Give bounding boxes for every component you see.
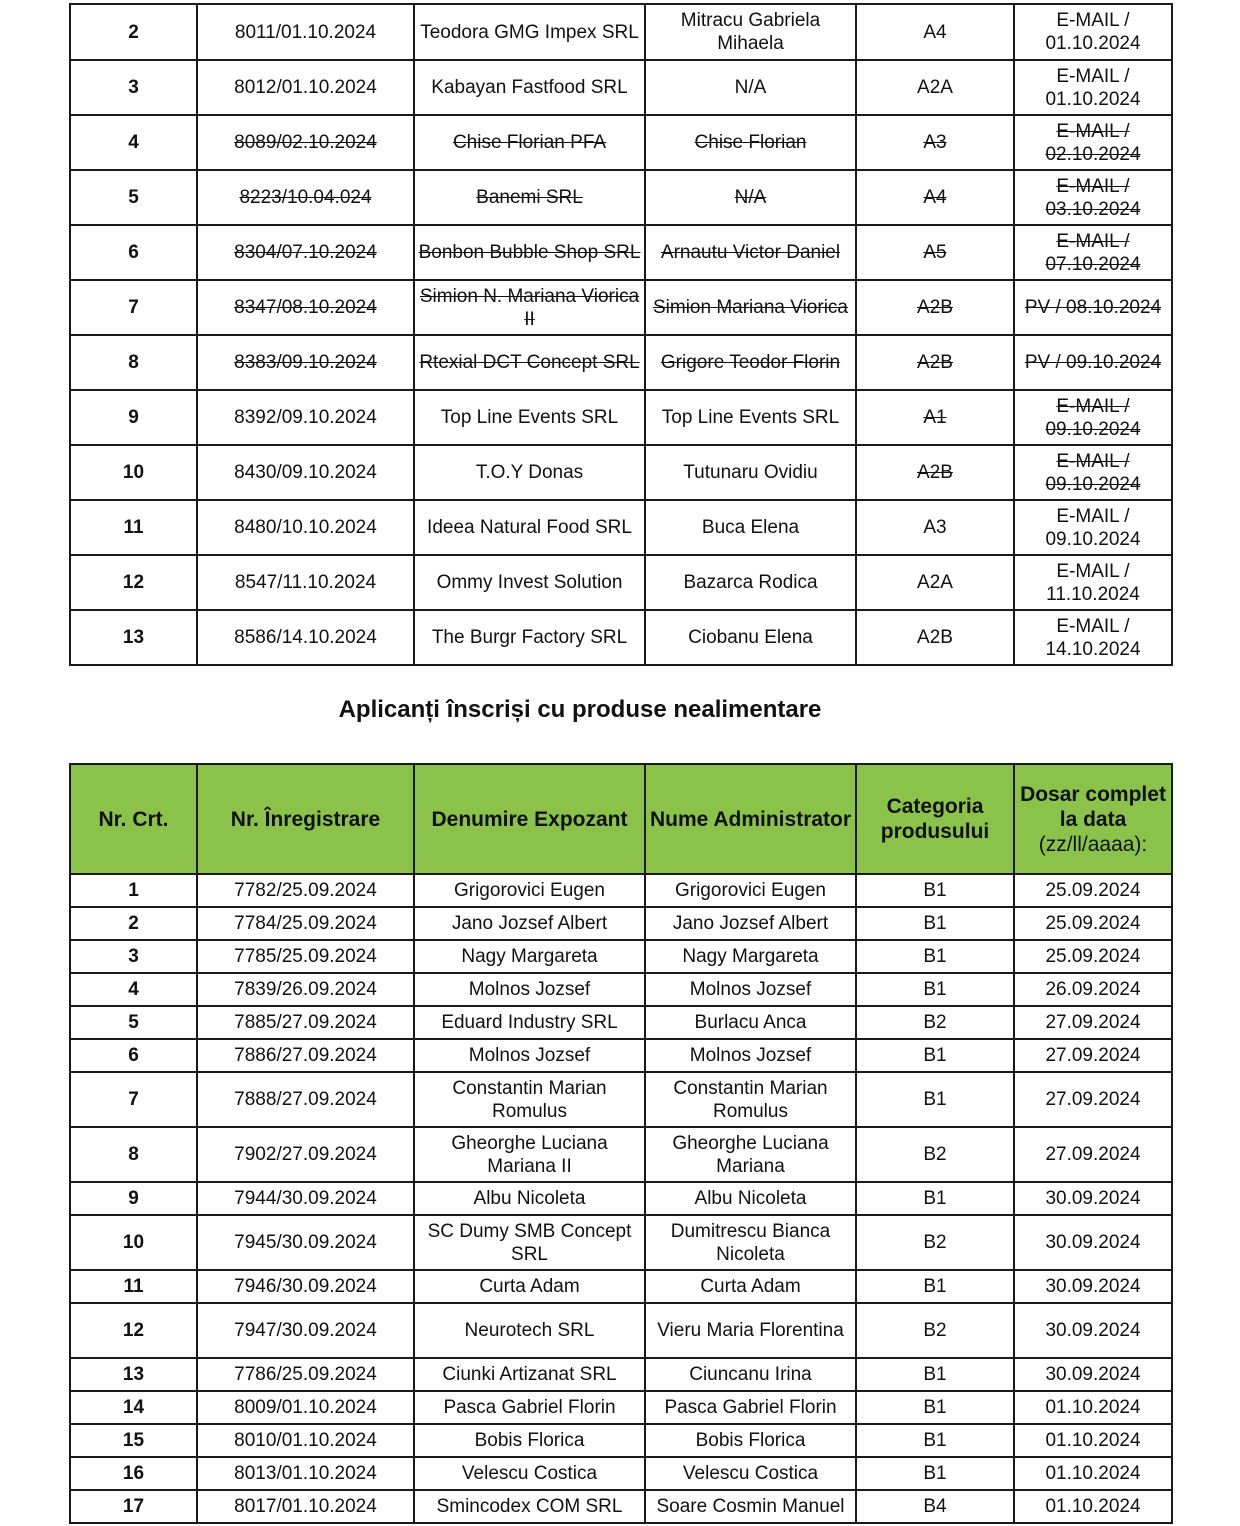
- table-row: [70, 500, 1172, 555]
- cell-nr-inregistrare: 7785/25.09.2024: [197, 940, 414, 973]
- cell-nume-administrator: Ciuncanu Irina: [645, 1358, 856, 1391]
- cell-nume-administrator: Bazarca Rodica: [645, 555, 856, 610]
- cell-nr-inregistrare: 8586/14.10.2024: [197, 610, 414, 665]
- table-row: [70, 225, 1172, 280]
- cell-nr-crt: 8: [70, 335, 197, 390]
- cell-nr-inregistrare: 7944/30.09.2024: [197, 1182, 414, 1215]
- cell-dosar-complet: 30.09.2024: [1014, 1215, 1172, 1270]
- cell-dosar-complet: E-MAIL / 07.10.2024: [1014, 225, 1172, 280]
- header-dosar-complet: [1014, 764, 1172, 874]
- cell-denumire-expozant: Albu Nicoleta: [414, 1182, 645, 1215]
- cell-denumire-expozant: Bobis Florica: [414, 1424, 645, 1457]
- cell-denumire-expozant: Smincodex COM SRL: [414, 1490, 645, 1523]
- cell-nr-inregistrare: 7945/30.09.2024: [197, 1215, 414, 1270]
- table-row: [70, 1072, 1172, 1127]
- cell-categoria: A2B: [856, 610, 1014, 665]
- cell-denumire-expozant: Eduard Industry SRL: [414, 1006, 645, 1039]
- cell-dosar-complet: 27.09.2024: [1014, 1072, 1172, 1127]
- cell-categoria: B2: [856, 1006, 1014, 1039]
- cell-nr-crt: 7: [70, 1072, 197, 1127]
- table-row: [70, 610, 1172, 665]
- cell-dosar-complet: E-MAIL / 03.10.2024: [1014, 170, 1172, 225]
- cell-denumire-expozant: Ciunki Artizanat SRL: [414, 1358, 645, 1391]
- cell-nr-crt: 5: [70, 1006, 197, 1039]
- cell-categoria: A2A: [856, 60, 1014, 115]
- cell-nr-crt: 16: [70, 1457, 197, 1490]
- cell-nume-administrator: Vieru Maria Florentina: [645, 1303, 856, 1358]
- cell-categoria: A4: [856, 4, 1014, 60]
- cell-nr-crt: 17: [70, 1490, 197, 1523]
- table-row: [70, 1039, 1172, 1072]
- cell-nume-administrator: Soare Cosmin Manuel: [645, 1490, 856, 1523]
- cell-dosar-complet: 30.09.2024: [1014, 1270, 1172, 1303]
- cell-nume-administrator: Pasca Gabriel Florin: [645, 1391, 856, 1424]
- header-nume-administrator: Nume Administrator: [645, 764, 856, 874]
- cell-dosar-complet: 25.09.2024: [1014, 907, 1172, 940]
- cell-nr-inregistrare: 7782/25.09.2024: [197, 874, 414, 907]
- cell-nr-inregistrare: 7947/30.09.2024: [197, 1303, 414, 1358]
- cell-dosar-complet: E-MAIL / 01.10.2024: [1014, 60, 1172, 115]
- header-nr-crt: Nr. Crt.: [70, 764, 197, 874]
- cell-nr-inregistrare: 7885/27.09.2024: [197, 1006, 414, 1039]
- cell-nr-inregistrare: 8304/07.10.2024: [197, 225, 414, 280]
- table-row: [70, 1358, 1172, 1391]
- cell-nr-crt: 2: [70, 907, 197, 940]
- cell-categoria: B1: [856, 1072, 1014, 1127]
- cell-nr-crt: 12: [70, 555, 197, 610]
- table-row: [70, 973, 1172, 1006]
- cell-categoria: B1: [856, 1182, 1014, 1215]
- cell-nr-inregistrare: 7784/25.09.2024: [197, 907, 414, 940]
- cell-dosar-complet: E-MAIL / 02.10.2024: [1014, 115, 1172, 170]
- cell-categoria: B1: [856, 1424, 1014, 1457]
- cell-categoria: B1: [856, 1358, 1014, 1391]
- cell-nume-administrator: Top Line Events SRL: [645, 390, 856, 445]
- cell-categoria: A2B: [856, 335, 1014, 390]
- cell-nume-administrator: Constantin Marian Romulus: [645, 1072, 856, 1127]
- cell-dosar-complet: E-MAIL / 09.10.2024: [1014, 390, 1172, 445]
- header-nr-inregistrare: Nr. Înregistrare: [197, 764, 414, 874]
- cell-nume-administrator: Molnos Jozsef: [645, 1039, 856, 1072]
- cell-nume-administrator: Chise Florian: [645, 115, 856, 170]
- cell-nr-inregistrare: 8392/09.10.2024: [197, 390, 414, 445]
- table-row: [70, 555, 1172, 610]
- cell-nr-inregistrare: 8013/01.10.2024: [197, 1457, 414, 1490]
- cell-nume-administrator: Velescu Costica: [645, 1457, 856, 1490]
- cell-denumire-expozant: Curta Adam: [414, 1270, 645, 1303]
- cell-nr-crt: 12: [70, 1303, 197, 1358]
- cell-categoria: B1: [856, 940, 1014, 973]
- cell-dosar-complet: E-MAIL / 14.10.2024: [1014, 610, 1172, 665]
- table-row: [70, 1303, 1172, 1358]
- cell-categoria: B1: [856, 874, 1014, 907]
- cell-dosar-complet: 26.09.2024: [1014, 973, 1172, 1006]
- cell-denumire-expozant: Pasca Gabriel Florin: [414, 1391, 645, 1424]
- cell-dosar-complet: E-MAIL / 01.10.2024: [1014, 4, 1172, 60]
- cell-categoria: A5: [856, 225, 1014, 280]
- cell-nume-administrator: N/A: [645, 60, 856, 115]
- cell-nr-inregistrare: 7888/27.09.2024: [197, 1072, 414, 1127]
- cell-nr-inregistrare: 8009/01.10.2024: [197, 1391, 414, 1424]
- cell-denumire-expozant: Neurotech SRL: [414, 1303, 645, 1358]
- cell-nr-crt: 8: [70, 1127, 197, 1182]
- cell-denumire-expozant: Molnos Jozsef: [414, 973, 645, 1006]
- non-food-applicants-table: [69, 763, 1173, 1524]
- cell-dosar-complet: E-MAIL / 11.10.2024: [1014, 555, 1172, 610]
- cell-categoria: B1: [856, 907, 1014, 940]
- cell-dosar-complet: 25.09.2024: [1014, 940, 1172, 973]
- cell-nume-administrator: Gheorghe Luciana Mariana: [645, 1127, 856, 1182]
- cell-categoria: B4: [856, 1490, 1014, 1523]
- cell-dosar-complet: 01.10.2024: [1014, 1424, 1172, 1457]
- cell-nume-administrator: Bobis Florica: [645, 1424, 856, 1457]
- cell-categoria: A3: [856, 500, 1014, 555]
- table-row: [70, 335, 1172, 390]
- cell-denumire-expozant: Chise Florian PFA: [414, 115, 645, 170]
- cell-denumire-expozant: Velescu Costica: [414, 1457, 645, 1490]
- cell-nr-crt: 13: [70, 610, 197, 665]
- cell-categoria: B2: [856, 1215, 1014, 1270]
- cell-dosar-complet: 27.09.2024: [1014, 1039, 1172, 1072]
- food-applicants-table-continued: [69, 3, 1173, 666]
- cell-nume-administrator: Ciobanu Elena: [645, 610, 856, 665]
- cell-nr-crt: 6: [70, 1039, 197, 1072]
- table-row: [70, 170, 1172, 225]
- table-row: [70, 1215, 1172, 1270]
- cell-denumire-expozant: Banemi SRL: [414, 170, 645, 225]
- cell-denumire-expozant: The Burgr Factory SRL: [414, 610, 645, 665]
- cell-nr-inregistrare: 8430/09.10.2024: [197, 445, 414, 500]
- cell-nr-inregistrare: 8347/08.10.2024: [197, 280, 414, 335]
- cell-nr-crt: 1: [70, 874, 197, 907]
- cell-categoria: B1: [856, 1391, 1014, 1424]
- cell-nr-inregistrare: 7902/27.09.2024: [197, 1127, 414, 1182]
- cell-categoria: B2: [856, 1127, 1014, 1182]
- table-row: [70, 874, 1172, 907]
- cell-categoria: B2: [856, 1303, 1014, 1358]
- cell-nr-inregistrare: 8383/09.10.2024: [197, 335, 414, 390]
- cell-categoria: A2B: [856, 445, 1014, 500]
- cell-nume-administrator: Curta Adam: [645, 1270, 856, 1303]
- cell-nume-administrator: N/A: [645, 170, 856, 225]
- cell-nr-crt: 11: [70, 500, 197, 555]
- cell-nr-crt: 9: [70, 1182, 197, 1215]
- cell-categoria: B1: [856, 1270, 1014, 1303]
- cell-dosar-complet: E-MAIL / 09.10.2024: [1014, 500, 1172, 555]
- cell-nr-inregistrare: 8012/01.10.2024: [197, 60, 414, 115]
- cell-nr-inregistrare: 8011/01.10.2024: [197, 4, 414, 60]
- cell-denumire-expozant: Grigorovici Eugen: [414, 874, 645, 907]
- cell-nr-crt: 4: [70, 973, 197, 1006]
- cell-denumire-expozant: Simion N. Mariana Viorica II: [414, 280, 645, 335]
- section-title: Aplicanți înscriși cu produse nealimentare: [338, 696, 822, 723]
- header-categoria-produsului: Categoria produsului: [856, 764, 1014, 874]
- cell-nr-crt: 15: [70, 1424, 197, 1457]
- table-row: [70, 1424, 1172, 1457]
- cell-denumire-expozant: Top Line Events SRL: [414, 390, 645, 445]
- cell-dosar-complet: PV / 09.10.2024: [1014, 335, 1172, 390]
- cell-denumire-expozant: Rtexial DCT Concept SRL: [414, 335, 645, 390]
- cell-nr-inregistrare: 8010/01.10.2024: [197, 1424, 414, 1457]
- cell-nr-crt: 11: [70, 1270, 197, 1303]
- cell-dosar-complet: 30.09.2024: [1014, 1358, 1172, 1391]
- cell-nr-inregistrare: 8547/11.10.2024: [197, 555, 414, 610]
- table-row: [70, 1457, 1172, 1490]
- cell-nume-administrator: Molnos Jozsef: [645, 973, 856, 1006]
- cell-denumire-expozant: Jano Jozsef Albert: [414, 907, 645, 940]
- cell-nr-inregistrare: 7839/26.09.2024: [197, 973, 414, 1006]
- cell-nr-crt: 4: [70, 115, 197, 170]
- cell-denumire-expozant: Constantin Marian Romulus: [414, 1072, 645, 1127]
- cell-nr-crt: 14: [70, 1391, 197, 1424]
- cell-nr-crt: 10: [70, 1215, 197, 1270]
- cell-categoria: A4: [856, 170, 1014, 225]
- cell-dosar-complet: PV / 08.10.2024: [1014, 280, 1172, 335]
- cell-categoria: A1: [856, 390, 1014, 445]
- cell-nume-administrator: Grigorovici Eugen: [645, 874, 856, 907]
- cell-dosar-complet: 27.09.2024: [1014, 1127, 1172, 1182]
- cell-nr-crt: 10: [70, 445, 197, 500]
- cell-dosar-complet: 30.09.2024: [1014, 1303, 1172, 1358]
- table-row: [70, 907, 1172, 940]
- cell-nr-inregistrare: 7946/30.09.2024: [197, 1270, 414, 1303]
- header-dosar-label: Dosar complet la data: [1020, 782, 1166, 831]
- cell-dosar-complet: 25.09.2024: [1014, 874, 1172, 907]
- cell-denumire-expozant: SC Dumy SMB Concept SRL: [414, 1215, 645, 1270]
- cell-nr-inregistrare: 8017/01.10.2024: [197, 1490, 414, 1523]
- cell-nume-administrator: Simion Mariana Viorica: [645, 280, 856, 335]
- cell-nr-crt: 3: [70, 60, 197, 115]
- cell-denumire-expozant: Bonbon Bubble Shop SRL: [414, 225, 645, 280]
- cell-denumire-expozant: Ideea Natural Food SRL: [414, 500, 645, 555]
- cell-nr-inregistrare: 8223/10.04.024: [197, 170, 414, 225]
- cell-dosar-complet: 01.10.2024: [1014, 1490, 1172, 1523]
- cell-nr-crt: 6: [70, 225, 197, 280]
- header-denumire-expozant: Denumire Expozant: [414, 764, 645, 874]
- cell-nr-inregistrare: 8089/02.10.2024: [197, 115, 414, 170]
- table-row: [70, 115, 1172, 170]
- cell-nume-administrator: Tutunaru Ovidiu: [645, 445, 856, 500]
- table-row: [70, 280, 1172, 335]
- cell-dosar-complet: 01.10.2024: [1014, 1457, 1172, 1490]
- cell-nr-inregistrare: 7786/25.09.2024: [197, 1358, 414, 1391]
- cell-nr-crt: 3: [70, 940, 197, 973]
- cell-nr-crt: 7: [70, 280, 197, 335]
- cell-nume-administrator: Buca Elena: [645, 500, 856, 555]
- cell-denumire-expozant: Teodora GMG Impex SRL: [414, 4, 645, 60]
- cell-nr-crt: 2: [70, 4, 197, 60]
- cell-denumire-expozant: Molnos Jozsef: [414, 1039, 645, 1072]
- cell-nume-administrator: Arnautu Victor Daniel: [645, 225, 856, 280]
- cell-dosar-complet: 01.10.2024: [1014, 1391, 1172, 1424]
- table-row: [70, 1490, 1172, 1523]
- cell-denumire-expozant: Ommy Invest Solution: [414, 555, 645, 610]
- cell-nume-administrator: Grigore Teodor Florin: [645, 335, 856, 390]
- table-row: [70, 445, 1172, 500]
- cell-nr-inregistrare: 7886/27.09.2024: [197, 1039, 414, 1072]
- cell-categoria: B1: [856, 973, 1014, 1006]
- table-row: [70, 1127, 1172, 1182]
- table-row: [70, 1391, 1172, 1424]
- cell-nr-crt: 9: [70, 390, 197, 445]
- header-dosar-format: (zz/ll/aaaa):: [1038, 832, 1148, 856]
- cell-categoria: B1: [856, 1039, 1014, 1072]
- cell-categoria: A3: [856, 115, 1014, 170]
- cell-nume-administrator: Mitracu Gabriela Mihaela: [645, 4, 856, 60]
- cell-nr-crt: 5: [70, 170, 197, 225]
- table-row: [70, 390, 1172, 445]
- cell-categoria: B1: [856, 1457, 1014, 1490]
- cell-dosar-complet: E-MAIL / 09.10.2024: [1014, 445, 1172, 500]
- cell-denumire-expozant: Gheorghe Luciana Mariana II: [414, 1127, 645, 1182]
- cell-denumire-expozant: T.O.Y Donas: [414, 445, 645, 500]
- cell-categoria: A2A: [856, 555, 1014, 610]
- cell-nume-administrator: Dumitrescu Bianca Nicoleta: [645, 1215, 856, 1270]
- table-row: [70, 1270, 1172, 1303]
- cell-nr-inregistrare: 8480/10.10.2024: [197, 500, 414, 555]
- table-row: [70, 60, 1172, 115]
- cell-nume-administrator: Jano Jozsef Albert: [645, 907, 856, 940]
- cell-denumire-expozant: Kabayan Fastfood SRL: [414, 60, 645, 115]
- table-row: [70, 1182, 1172, 1215]
- cell-nume-administrator: Burlacu Anca: [645, 1006, 856, 1039]
- cell-dosar-complet: 27.09.2024: [1014, 1006, 1172, 1039]
- cell-dosar-complet: 30.09.2024: [1014, 1182, 1172, 1215]
- table-header-row: [70, 764, 1172, 874]
- cell-denumire-expozant: Nagy Margareta: [414, 940, 645, 973]
- table-row: [70, 1006, 1172, 1039]
- table-row: [70, 940, 1172, 973]
- cell-nume-administrator: Albu Nicoleta: [645, 1182, 856, 1215]
- cell-nr-crt: 13: [70, 1358, 197, 1391]
- table-row: [70, 4, 1172, 60]
- cell-categoria: A2B: [856, 280, 1014, 335]
- cell-nume-administrator: Nagy Margareta: [645, 940, 856, 973]
